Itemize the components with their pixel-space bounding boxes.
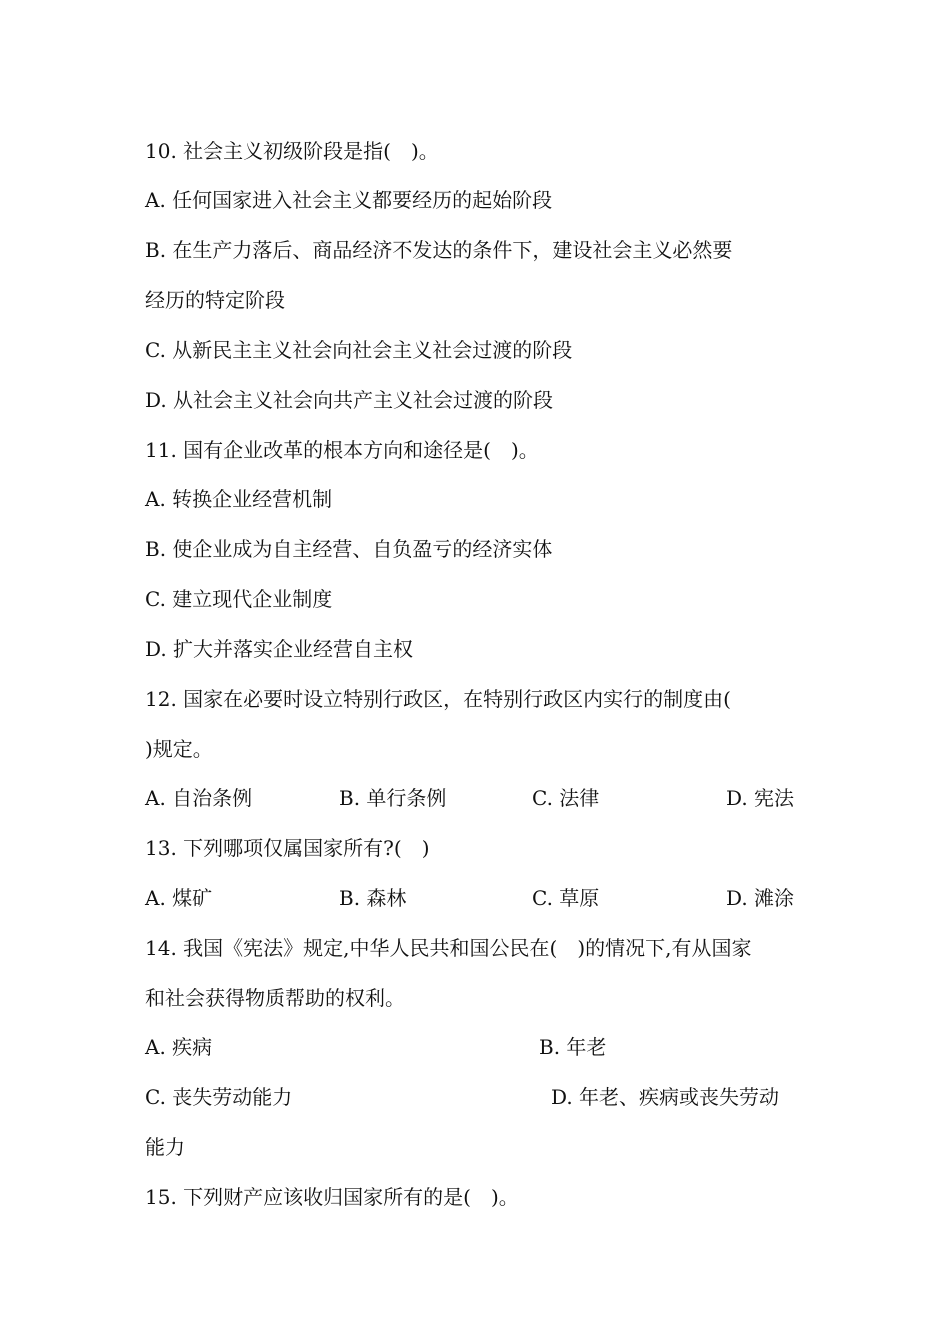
question-11-option-a: A. 转换企业经营机制 (145, 487, 333, 511)
question-13-option-b: B. 森林 (339, 886, 407, 910)
question-10-option-b: B. 在生产力落后、商品经济不发达的条件下，建设社会主义必然要 (145, 238, 733, 262)
question-15-stem: 15. 下列财产应该收归国家所有的是( )。 (145, 1185, 519, 1209)
question-10-option-b-continued: 经历的特定阶段 (145, 288, 285, 312)
question-13-option-d: D. 滩涂 (726, 886, 795, 910)
question-11-stem: 11. 国有企业改革的根本方向和途径是( )。 (145, 438, 539, 462)
question-12-option-c: C. 法律 (532, 786, 600, 810)
question-14-option-a: A. 疾病 (145, 1035, 213, 1059)
question-10-stem: 10. 社会主义初级阶段是指( )。 (145, 139, 439, 163)
question-14-stem-continued: 和社会获得物质帮助的权利。 (145, 986, 405, 1010)
question-13-option-c: C. 草原 (532, 886, 600, 910)
question-12-stem-continued: )规定。 (145, 737, 213, 761)
question-10-option-c: C. 从新民主主义社会向社会主义社会过渡的阶段 (145, 338, 573, 362)
question-11-option-d: D. 扩大并落实企业经营自主权 (145, 637, 414, 661)
question-12-option-b: B. 单行条例 (339, 786, 447, 810)
question-11-option-c: C. 建立现代企业制度 (145, 587, 333, 611)
question-14-option-d-continued: 能力 (145, 1135, 185, 1159)
question-10-option-d: D. 从社会主义社会向共产主义社会过渡的阶段 (145, 388, 554, 412)
question-13-option-a: A. 煤矿 (145, 886, 213, 910)
question-12-option-d: D. 宪法 (726, 786, 795, 810)
question-14-option-c: C. 丧失劳动能力 (145, 1085, 293, 1109)
question-13-stem: 13. 下列哪项仅属国家所有?( ) (145, 836, 430, 860)
question-12-option-a: A. 自治条例 (145, 786, 253, 810)
question-14-option-d: D. 年老、疾病或丧失劳动 (551, 1085, 780, 1109)
question-10-option-a: A. 任何国家进入社会主义都要经历的起始阶段 (145, 188, 553, 212)
question-14-stem: 14. 我国《宪法》规定,中华人民共和国公民在( )的情况下,有从国家 (145, 936, 752, 960)
question-14-option-b: B. 年老 (539, 1035, 607, 1059)
question-11-option-b: B. 使企业成为自主经营、自负盈亏的经济实体 (145, 537, 553, 561)
question-12-stem: 12. 国家在必要时设立特别行政区，在特别行政区内实行的制度由( (145, 687, 731, 711)
